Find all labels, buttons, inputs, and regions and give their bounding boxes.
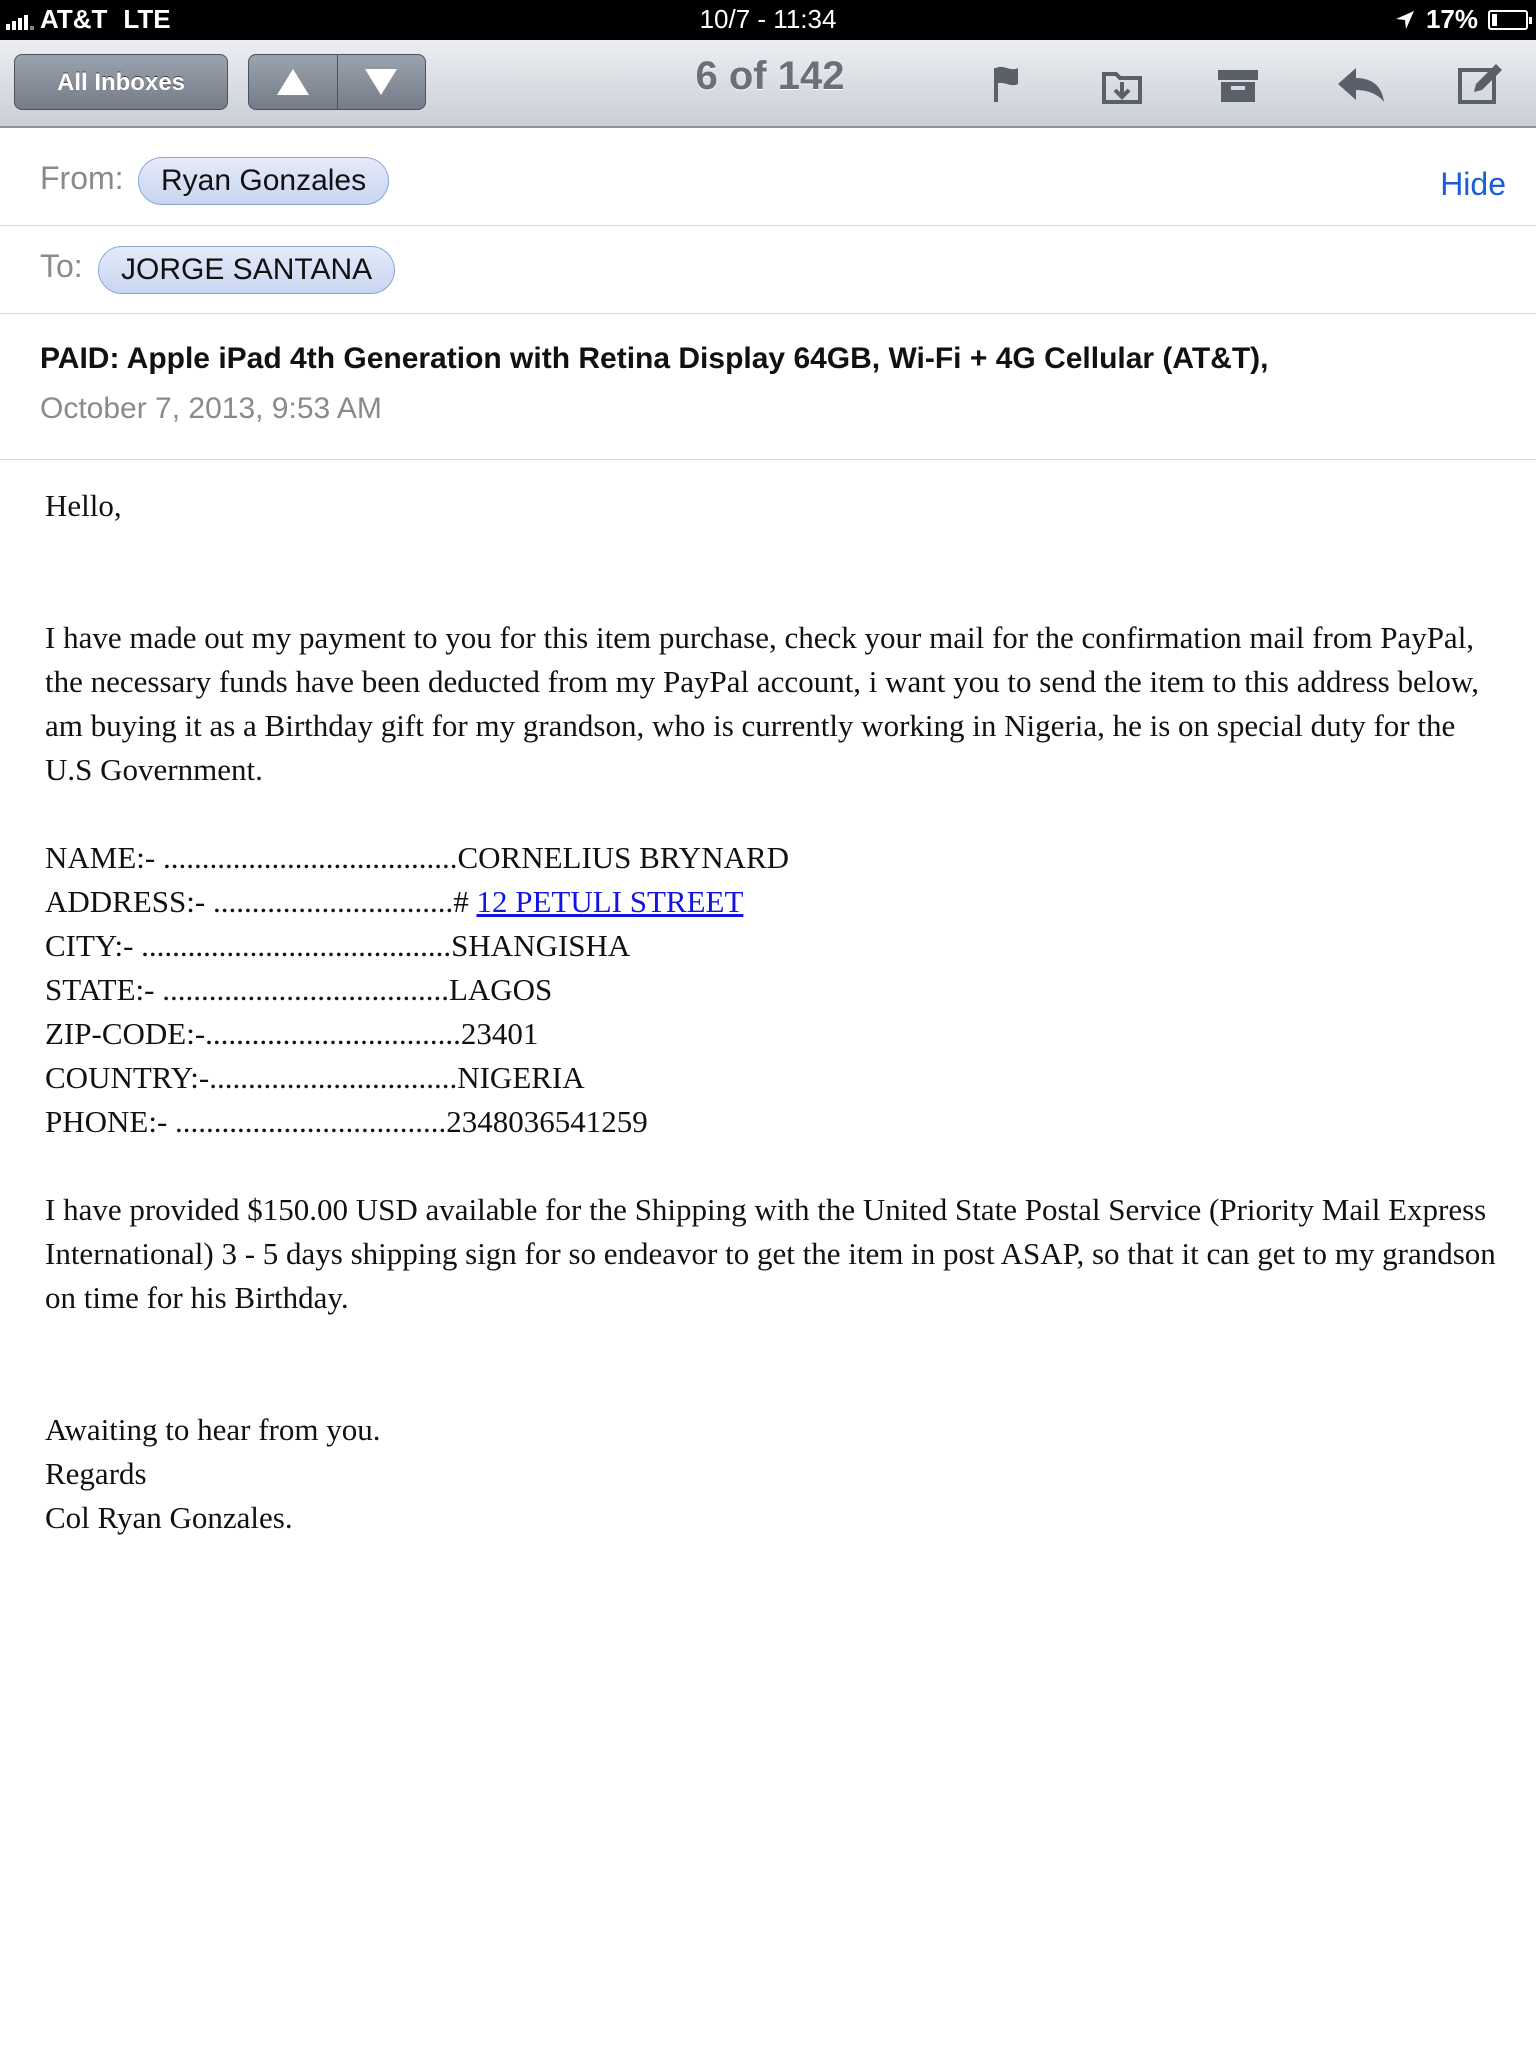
reply-icon[interactable] — [1334, 62, 1388, 106]
all-inboxes-button[interactable]: All Inboxes — [14, 54, 228, 110]
street-address-link[interactable]: 12 PETULI STREET — [476, 884, 744, 919]
battery-percent: 17% — [1425, 4, 1478, 34]
signature-line: Col Ryan Gonzales. — [45, 1500, 293, 1535]
address-phone-line: PHONE:- ...................................2348036541259 — [45, 1104, 648, 1139]
location-arrow-icon — [1394, 9, 1416, 31]
hide-details-link[interactable]: Hide — [1440, 166, 1506, 202]
compose-icon[interactable] — [1456, 62, 1504, 106]
address-zip-line: ZIP-CODE:-.................................23401 — [45, 1016, 539, 1051]
to-label: To: — [40, 248, 83, 284]
subject-row — [0, 314, 1536, 460]
carrier-name: AT&T — [40, 4, 108, 34]
network-type: LTE — [123, 4, 171, 34]
status-datetime: 10/7 - 11:34 — [699, 4, 837, 34]
next-message-button[interactable] — [337, 55, 426, 109]
address-street-line — [45, 880, 1505, 924]
address-city-line: CITY:- ........................................SHANGISHA — [45, 928, 631, 963]
regards-line: Regards — [45, 1456, 147, 1491]
email-subject: PAID: Apple iPad 4th Generation with Retina Display 64GB, Wi-Fi + 4G Cellular (AT&T), — [40, 342, 1269, 375]
previous-message-button[interactable] — [249, 55, 337, 109]
flag-icon[interactable] — [982, 62, 1030, 106]
message-navigation — [248, 54, 426, 110]
body-paragraph-1: I have made out my payment to you for this item purchase, check your mail for the confirmation mail from PayPal, the necessary funds have been deducted from my PayPal account, i want you to send the item to this address below, am buying it as a Birthday gift for my grandson, who is currently working in Nigeria, he is on special duty for the U.S Government. — [45, 620, 1479, 787]
address-street-prefix: ADDRESS:- ...............................# — [45, 884, 477, 919]
closing-line: Awaiting to hear from you. — [45, 1412, 381, 1447]
address-state-line: STATE:- .....................................LAGOS — [45, 972, 553, 1007]
from-row — [0, 128, 1536, 226]
arrow-up-icon — [275, 67, 311, 97]
from-label: From: — [40, 160, 124, 196]
move-to-folder-icon[interactable] — [1098, 62, 1146, 106]
recipient-pill[interactable]: JORGE SANTANA — [98, 246, 395, 294]
address-name-line: NAME:- ......................................CORNELIUS BRYNARD — [45, 840, 790, 875]
body-paragraph-2: I have provided $150.00 USD available for the Shipping with the United State Postal Service (Priority Mail Express International) 3 - 5 days shipping sign for so endeavor to get the item in post ASAP, so that it can get to my grandson on time for his Birthday. — [45, 1192, 1496, 1315]
to-row — [0, 226, 1536, 314]
email-date: October 7, 2013, 9:53 AM — [40, 392, 382, 425]
greeting: Hello, — [45, 488, 122, 523]
sender-pill[interactable]: Ryan Gonzales — [138, 157, 389, 205]
archive-icon[interactable] — [1214, 62, 1262, 106]
address-country-line: COUNTRY:-................................NIGERIA — [45, 1060, 585, 1095]
status-bar — [0, 0, 1536, 40]
message-counter: 6 of 142 — [695, 54, 845, 98]
shipping-address-block — [45, 836, 1505, 1144]
email-body — [45, 484, 1505, 1540]
arrow-down-icon — [363, 67, 399, 97]
mail-toolbar — [0, 40, 1536, 128]
battery-icon — [1488, 10, 1528, 30]
